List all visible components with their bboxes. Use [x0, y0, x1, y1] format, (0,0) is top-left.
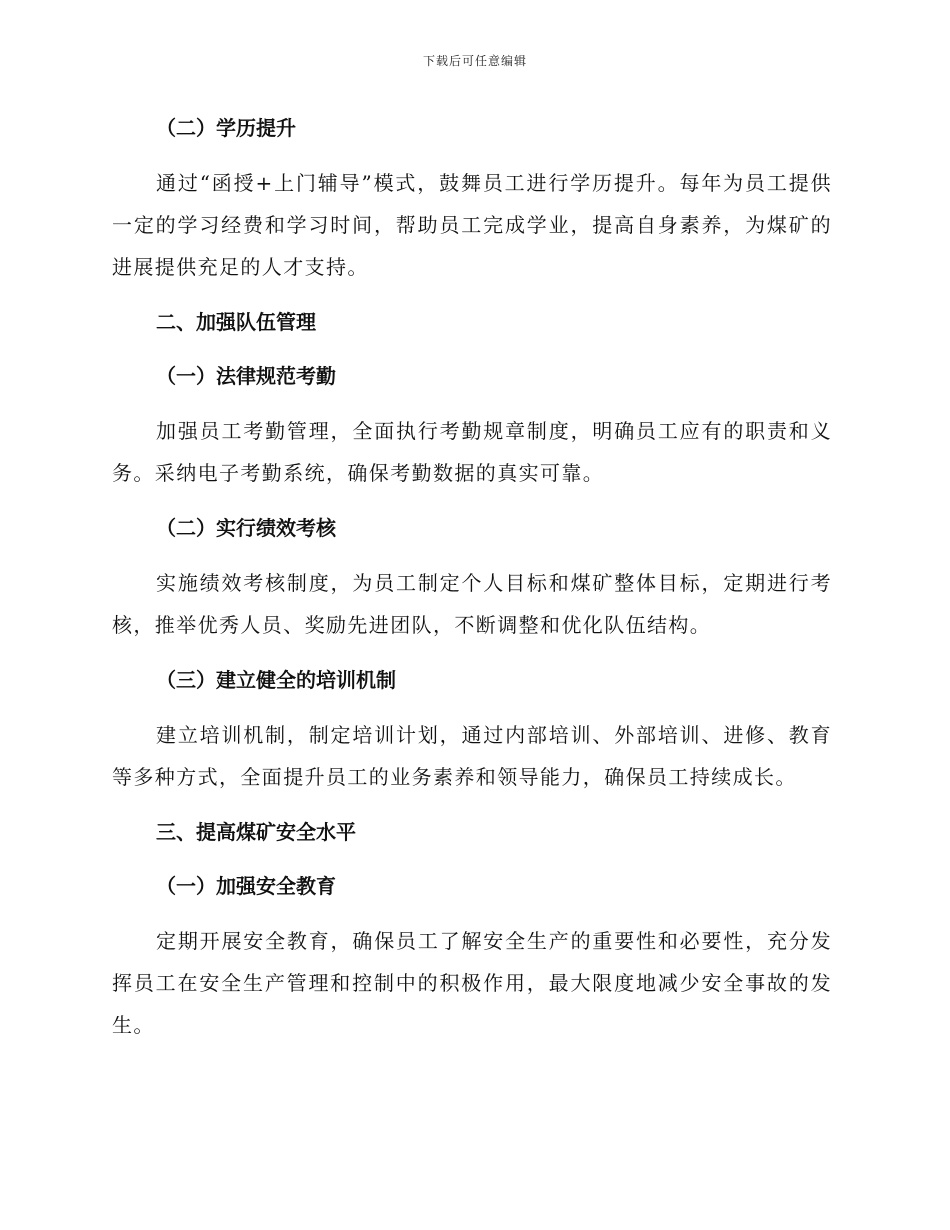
paragraph-performance: 实施绩效考核制度，为员工制定个人目标和煤矿整体目标，定期进行考核，推举优秀人员、奖励先进团队，不断调整和优化队伍结构。 — [112, 571, 832, 637]
paragraph-training: 建立培训机制，制定培训计划，通过内部培训、外部培训、进修、教育等多种方式，全面提升员工的业务素养和领导能力，确保员工持续成长。 — [112, 723, 832, 789]
section-heading-training: （三）建立健全的培训机制 — [156, 668, 396, 692]
section-heading-performance: （二）实行绩效考核 — [156, 516, 336, 540]
paragraph-attendance: 加强员工考勤管理，全面执行考勤规章制度，明确员工应有的职责和义务。采纳电子考勤系统，确保考勤数据的真实可靠。 — [112, 419, 832, 485]
paragraph-education: 通过“函授+上门辅导”模式，鼓舞员工进行学历提升。每年为员工提供一定的学习经费和学习时间，帮助员工完成学业，提高自身素养，为煤矿的进展提供充足的人才支持。 — [112, 171, 832, 279]
document-body — [112, 108, 832, 1060]
section-heading-education: （二）学历提升 — [156, 116, 296, 140]
paragraph-safety-education: 定期开展安全教育，确保员工了解安全生产的重要性和必要性，充分发挥员工在安全生产管理和控制中的积极作用，最大限度地减少安全事故的发生。 — [112, 929, 832, 1037]
section-heading-attendance: （一）法律规范考勤 — [156, 364, 336, 388]
chapter-heading-team-management: 二、加强队伍管理 — [156, 310, 316, 334]
section-heading-safety-education: （一）加强安全教育 — [156, 874, 336, 898]
running-header: 下载后可任意编辑 — [422, 54, 527, 68]
chapter-heading-safety: 三、提高煤矿安全水平 — [156, 820, 356, 844]
